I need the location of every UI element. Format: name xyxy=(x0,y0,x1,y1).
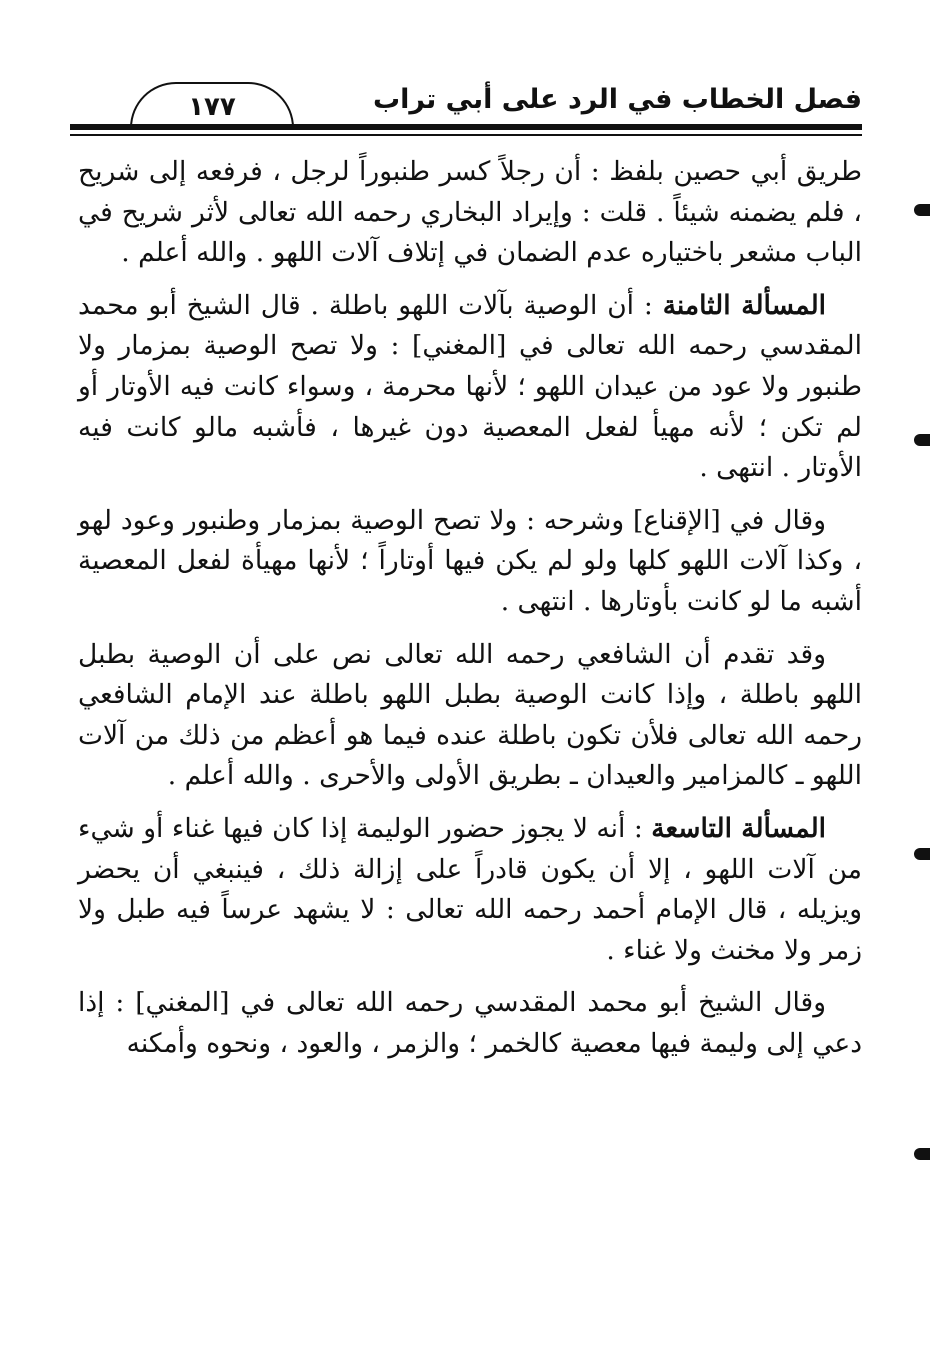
margin-tab-marker xyxy=(914,848,930,860)
paragraph-text: : أنه لا يجوز حضور الوليمة إذا كان فيها غناء أو شيء من آلات اللهو ، إلا أن يكون قادراً على إزالة ذلك ، فينبغي أن يحضر ويزيله ، قال الإمام أحمد رحمه الله تعالى : لا يشهد عرساً فيه طبل ولا زمر ولا مخنث ولا غناء . xyxy=(78,812,862,966)
margin-tab-marker xyxy=(914,1148,930,1160)
paragraph-text: وقال الشيخ أبو محمد المقدسي رحمه الله تعالى في [المغني] : إذا دعي إلى وليمة فيها معصية كالخمر ؛ والزمر ، والعود ، ونحوه وأمكنه xyxy=(78,987,862,1059)
paragraph-6 xyxy=(78,983,862,1064)
paragraph-masala-8 xyxy=(78,286,862,489)
running-header xyxy=(70,70,862,140)
body-text xyxy=(78,152,862,1076)
masala-heading: المسألة التاسعة xyxy=(651,812,827,844)
running-title: فصل الخطاب في الرد على أبي تراب xyxy=(372,84,862,115)
margin-tab-marker xyxy=(914,204,930,216)
header-rule-thin xyxy=(70,134,862,136)
paragraph-text: طريق أبي حصين بلفظ : أن رجلاً كسر طنبوراً لرجل ، فرفعه إلى شريح ، فلم يضمنه شيئاً . قلت : وإيراد البخاري رحمه الله تعالى لأثر شريح في الباب مشعر باختياره عدم الضمان في إتلاف آلات اللهو . والله أعلم . xyxy=(78,156,862,269)
paragraph-3 xyxy=(78,501,862,623)
paragraph-1 xyxy=(78,152,862,274)
margin-tab-marker xyxy=(914,434,930,446)
paragraph-4 xyxy=(78,635,862,797)
paragraph-text: وقد تقدم أن الشافعي رحمه الله تعالى نص على أن الوصية بطبل اللهو باطلة ، وإذا كانت الوصية بطبل اللهو باطلة عند الإمام الشافعي رحمه الله تعالى فلأن تكون باطلة عنده فيما هو أعظم من ذلك من آلات اللهو ـ كالمزامير والعيدان ـ بطريق الأولى والأحرى . والله أعلم . xyxy=(78,638,862,792)
masala-heading: المسألة الثامنة xyxy=(662,289,827,321)
paragraph-masala-9 xyxy=(78,809,862,971)
paragraph-text: : أن الوصية بآلات اللهو باطلة . قال الشيخ أبو محمد المقدسي رحمه الله تعالى في [المغني] : ولا تصح الوصية بمزمار ولا طنبور ولا عود من عيدان اللهو ؛ لأنها محرمة ، وسواء كانت فيه الأوتار أو لم تكن ؛ لأنه مهيأ لفعل المعصية دون غيرها ، فأشبه مالو كانت فيه الأوتار . انتهى . xyxy=(78,289,862,484)
paragraph-text: وقال في [الإقناع] وشرحه : ولا تصح الوصية بمزمار وطنبور وعود لهو ، وكذا آلات اللهو كلها ولو لم يكن فيها أوتاراً ؛ لأنها مهيأة لفعل المعصية أشبه ما لو كانت بأوتارها . انتهى . xyxy=(78,504,862,617)
header-rule-thick xyxy=(70,124,862,130)
page-number: ١٧٧ xyxy=(130,82,294,128)
